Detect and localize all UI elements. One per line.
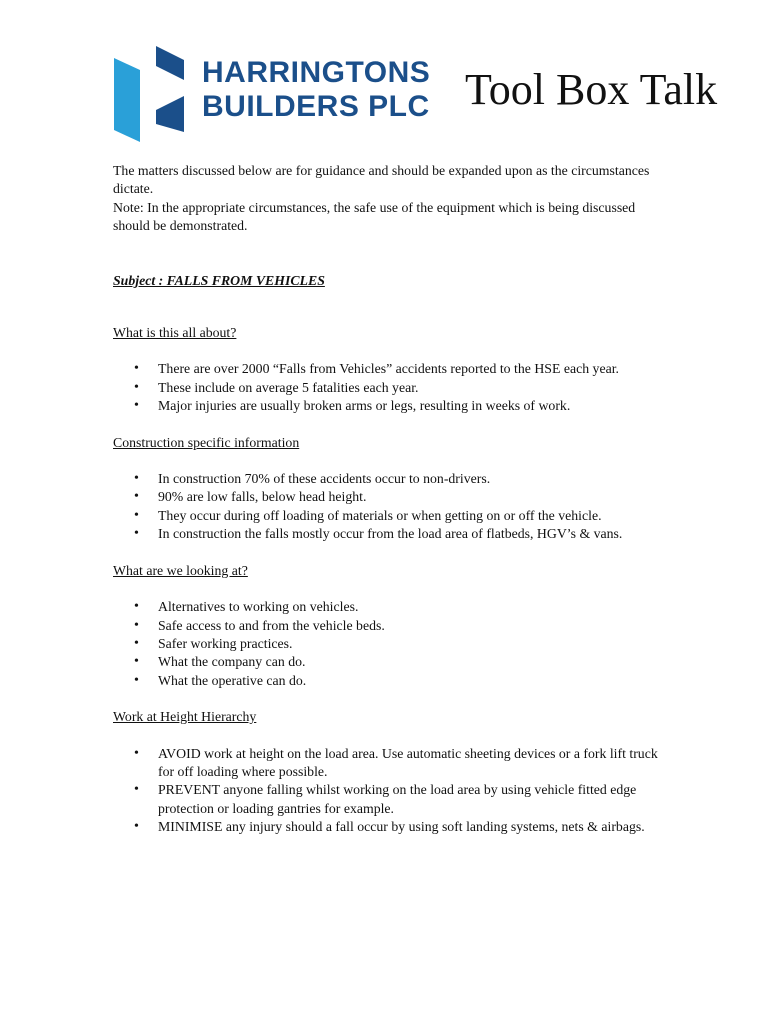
- section-heading-about: What is this all about?: [113, 325, 237, 341]
- list-item: • There are over 2000 “Falls from Vehicles” accidents reported to the HSE each year.: [113, 360, 663, 378]
- list-item: • What the operative can do.: [113, 672, 663, 690]
- section-heading-looking-at: What are we looking at?: [113, 562, 248, 578]
- list-item: • Safe access to and from the vehicle beds.: [113, 617, 663, 635]
- bullet-list-construction: [113, 470, 663, 544]
- list-item: • Safer working practices.: [113, 635, 663, 653]
- logo-line-1: HARRINGTONS: [202, 56, 431, 89]
- company-logo: [112, 44, 432, 144]
- list-item: • In construction 70% of these accidents occur to non-drivers.: [113, 470, 663, 488]
- logo-mark-icon: [112, 44, 202, 144]
- bullet-list-hierarchy: [113, 745, 663, 837]
- list-item: • They occur during off loading of materials or when getting on or off the vehicle.: [113, 507, 663, 525]
- document-title: Tool Box Talk: [465, 65, 718, 114]
- section-heading-hierarchy: Work at Height Hierarchy: [113, 709, 257, 725]
- intro-guidance-text: The matters discussed below are for guidance and should be expanded upon as the circumstances dictate.: [113, 163, 650, 197]
- list-item: • In construction the falls mostly occur from the load area of flatbeds, HGV’s & vans.: [113, 525, 663, 543]
- intro-note-text: Note: In the appropriate circumstances, the safe use of the equipment which is being discussed should be demonstrated.: [113, 199, 636, 234]
- bullet-list-looking-at: [113, 598, 663, 690]
- list-item: • MINIMISE any injury should a fall occur by using soft landing systems, nets & airbags.: [113, 818, 663, 836]
- intro-block: [113, 162, 663, 236]
- document-body: [113, 162, 663, 855]
- bullet-list-about: [113, 360, 663, 415]
- list-item: • These include on average 5 fatalities each year.: [113, 379, 663, 397]
- list-item: • Major injuries are usually broken arms or legs, resulting in weeks of work.: [113, 397, 663, 415]
- list-item: • Alternatives to working on vehicles.: [113, 598, 663, 616]
- logo-line-2: BUILDERS PLC: [202, 90, 430, 123]
- list-item: • What the company can do.: [113, 653, 663, 671]
- section-heading-construction: Construction specific information: [113, 434, 300, 450]
- list-item: • 90% are low falls, below head height.: [113, 488, 663, 506]
- list-item: • AVOID work at height on the load area. Use automatic sheeting devices or a fork lift truck for off loading where possible.: [113, 745, 663, 782]
- list-item: • PREVENT anyone falling whilst working on the load area by using vehicle fitted edge protection or loading gantries for example.: [113, 781, 663, 818]
- subject-heading: Subject : FALLS FROM VEHICLES: [113, 272, 325, 288]
